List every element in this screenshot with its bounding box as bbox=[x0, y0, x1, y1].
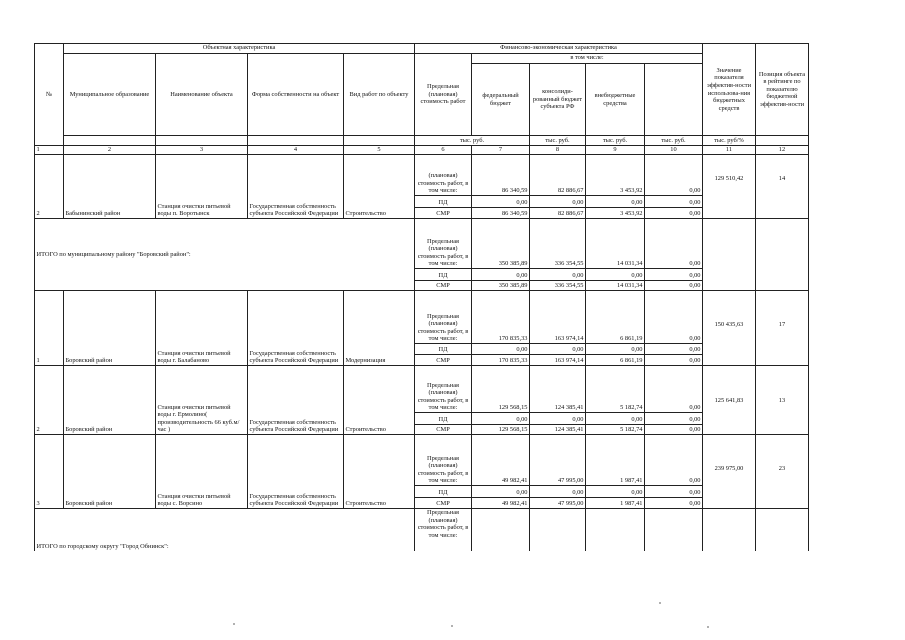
efficiency-cell bbox=[703, 219, 756, 291]
smr-label: СМР bbox=[415, 425, 472, 435]
value-cell: 0,00 bbox=[586, 269, 645, 281]
col-number: 5 bbox=[344, 146, 415, 155]
value-cell: 0,00 bbox=[645, 355, 703, 366]
ownership-cell: Государственная собственность субъекта Российской Федерации bbox=[248, 435, 344, 509]
ownership-cell: Государственная собственность субъекта Российской Федерации bbox=[248, 366, 344, 435]
scan-dot bbox=[659, 602, 661, 604]
col-number: 12 bbox=[756, 146, 809, 155]
work-type-cell: Строительство bbox=[344, 435, 415, 509]
value-cell: 0,00 bbox=[530, 413, 586, 425]
value-cell: 0,00 bbox=[530, 486, 586, 498]
value-cell: 1 987,41 bbox=[586, 435, 645, 486]
value-cell: 14 031,34 bbox=[586, 219, 645, 269]
limit-cost-label: Предельная (плановая) стоимость работ, в том числе: bbox=[415, 435, 472, 486]
col-number: 11 bbox=[703, 146, 756, 155]
federal-header: федеральный бюджет bbox=[472, 64, 530, 136]
col-num-header: № bbox=[35, 44, 64, 146]
value-cell: 49 982,41 bbox=[472, 435, 530, 486]
including-header: в том числе: bbox=[472, 54, 703, 64]
value-cell: 0,00 bbox=[645, 196, 703, 208]
value-cell bbox=[472, 509, 530, 551]
offbudget-header: внебюджетные средства bbox=[586, 64, 645, 136]
value-cell: 5 182,74 bbox=[586, 425, 645, 435]
pd-label: ПД bbox=[415, 344, 472, 355]
table-row bbox=[35, 435, 809, 486]
column-numbers-row bbox=[35, 146, 809, 155]
value-cell: 0,00 bbox=[472, 413, 530, 425]
pd-label: ПД bbox=[415, 486, 472, 498]
smr-label: СМР bbox=[415, 281, 472, 291]
value-cell: 163 974,14 bbox=[530, 291, 586, 344]
limit-cost-label: (плановая) стоимость работ, в том числе: bbox=[415, 155, 472, 196]
value-cell: 0,00 bbox=[586, 344, 645, 355]
value-cell: 0,00 bbox=[645, 269, 703, 281]
scan-dot bbox=[707, 626, 709, 628]
object-name-cell: Станция очистки питьевой воды г. Ермолино( производительность 66 куб.м/час ) bbox=[156, 366, 248, 435]
value-cell: 82 886,67 bbox=[530, 208, 586, 219]
value-cell: 0,00 bbox=[645, 498, 703, 509]
value-cell: 86 340,59 bbox=[472, 155, 530, 196]
value-cell: 0,00 bbox=[645, 208, 703, 219]
value-cell: 3 453,92 bbox=[586, 208, 645, 219]
document-page bbox=[34, 43, 809, 551]
value-cell: 0,00 bbox=[586, 413, 645, 425]
value-cell: 0,00 bbox=[645, 344, 703, 355]
row-number: 2 bbox=[35, 155, 64, 219]
col-number: 10 bbox=[645, 146, 703, 155]
work-type-cell: Строительство bbox=[344, 366, 415, 435]
unit-offbudget: тыс. руб. bbox=[645, 136, 703, 146]
ownership-header: Форма собственности на объект bbox=[248, 54, 344, 136]
value-cell: 0,00 bbox=[472, 486, 530, 498]
value-cell: 0,00 bbox=[645, 486, 703, 498]
value-cell: 129 568,15 bbox=[472, 366, 530, 413]
unit-efficiency: тыс. руб/% bbox=[703, 136, 756, 146]
value-cell: 0,00 bbox=[645, 281, 703, 291]
value-cell: 47 995,00 bbox=[530, 435, 586, 486]
object-name-cell: Станция очистки питьевой воды г. Балабаново bbox=[156, 291, 248, 366]
object-characteristic-header: Объектная характеристика bbox=[64, 44, 415, 54]
municipality-cell: Бабынинский район bbox=[64, 155, 156, 219]
unit-ownership bbox=[248, 136, 344, 146]
value-cell: 6 861,19 bbox=[586, 291, 645, 344]
efficiency-header: Значение показателя эффектив-ности использова-ния бюджетных средств bbox=[703, 44, 756, 136]
scan-dot bbox=[233, 623, 235, 625]
object-name-cell: Станция очистки питьевой воды п. Воротынск bbox=[156, 155, 248, 219]
value-cell: 3 453,92 bbox=[586, 155, 645, 196]
pd-label: ПД bbox=[415, 196, 472, 208]
smr-label: СМР bbox=[415, 355, 472, 366]
smr-label: СМР bbox=[415, 498, 472, 509]
value-cell: 129 568,15 bbox=[472, 425, 530, 435]
value-cell bbox=[530, 509, 586, 551]
row-number: 1 bbox=[35, 291, 64, 366]
value-cell: 82 886,67 bbox=[530, 155, 586, 196]
col-number: 9 bbox=[586, 146, 645, 155]
financial-table bbox=[34, 43, 809, 551]
col-number: 3 bbox=[156, 146, 248, 155]
object-name-cell: Станция очистки питьевой воды с. Ворсино bbox=[156, 435, 248, 509]
rating-header: Позиция объекта в рейтинге по показателю бюджетной эффектив-ности bbox=[756, 44, 809, 136]
total-obninsk-label: ИТОГО по городскому округу "Город Обнинск": bbox=[35, 509, 415, 551]
rating-cell bbox=[756, 509, 809, 551]
value-cell: 0,00 bbox=[472, 269, 530, 281]
row-number: 2 bbox=[35, 366, 64, 435]
table-row bbox=[35, 291, 809, 344]
limit-cost-label: Предельная (плановая) стоимость работ, в том числе: bbox=[415, 366, 472, 413]
municipality-header: Муниципальное образование bbox=[64, 54, 156, 136]
value-cell: 0,00 bbox=[645, 291, 703, 344]
value-cell: 350 385,89 bbox=[472, 281, 530, 291]
efficiency-cell: 129 510,42 bbox=[703, 155, 756, 219]
value-cell: 0,00 bbox=[586, 486, 645, 498]
work-type-cell: Строительство bbox=[344, 155, 415, 219]
unit-rating bbox=[756, 136, 809, 146]
value-cell: 6 861,19 bbox=[586, 355, 645, 366]
value-cell: 170 835,33 bbox=[472, 355, 530, 366]
consolidated-header: консолиди-рованный бюджет субъекта РФ bbox=[530, 64, 586, 136]
table-row bbox=[35, 155, 809, 196]
rating-cell: 14 bbox=[756, 155, 809, 219]
municipality-cell: Боровский район bbox=[64, 291, 156, 366]
value-cell: 124 385,41 bbox=[530, 366, 586, 413]
row-number: 3 bbox=[35, 435, 64, 509]
value-cell: 0,00 bbox=[645, 435, 703, 486]
unit-consolidated: тыс. руб. bbox=[586, 136, 645, 146]
value-cell: 0,00 bbox=[645, 155, 703, 196]
pd-label: ПД bbox=[415, 269, 472, 281]
value-cell: 1 987,41 bbox=[586, 498, 645, 509]
value-cell: 124 385,41 bbox=[530, 425, 586, 435]
unit-cost: тыс. руб. bbox=[415, 136, 530, 146]
value-cell: 0,00 bbox=[472, 344, 530, 355]
municipality-cell: Боровский район bbox=[64, 435, 156, 509]
table-row bbox=[35, 366, 809, 413]
col-number: 2 bbox=[64, 146, 156, 155]
value-cell: 0,00 bbox=[472, 196, 530, 208]
value-cell: 0,00 bbox=[530, 196, 586, 208]
limit-cost-header: Предельная (плановая) стоимость работ bbox=[415, 54, 472, 136]
smr-label: СМР bbox=[415, 208, 472, 219]
rating-cell: 17 bbox=[756, 291, 809, 366]
ownership-cell: Государственная собственность субъекта Российской Федерации bbox=[248, 155, 344, 219]
financial-characteristic-header: Финансово-экономическая характеристика bbox=[415, 44, 703, 54]
value-cell bbox=[586, 509, 645, 551]
col-number: 6 bbox=[415, 146, 472, 155]
efficiency-cell: 125 641,83 bbox=[703, 366, 756, 435]
col-number: 4 bbox=[248, 146, 344, 155]
total-row bbox=[35, 509, 809, 551]
value-cell: 0,00 bbox=[530, 269, 586, 281]
col-number: 7 bbox=[472, 146, 530, 155]
value-cell: 0,00 bbox=[530, 344, 586, 355]
unit-name bbox=[156, 136, 248, 146]
limit-cost-label: Предельная (плановая) стоимость работ, в том числе: bbox=[415, 509, 472, 551]
work-type-cell: Модернизация bbox=[344, 291, 415, 366]
value-cell: 0,00 bbox=[645, 425, 703, 435]
value-cell: 5 182,74 bbox=[586, 366, 645, 413]
unit-federal: тыс. руб. bbox=[530, 136, 586, 146]
rating-cell: 23 bbox=[756, 435, 809, 509]
value-cell: 14 031,34 bbox=[586, 281, 645, 291]
total-row bbox=[35, 219, 809, 269]
value-cell: 170 835,33 bbox=[472, 291, 530, 344]
value-cell: 163 974,14 bbox=[530, 355, 586, 366]
scan-dot bbox=[451, 625, 453, 627]
object-name-header: Наименование объекта bbox=[156, 54, 248, 136]
limit-cost-label: Предельная (плановая) стоимость работ, в том числе: bbox=[415, 219, 472, 269]
limit-cost-label: Предельная (плановая) стоимость работ, в том числе: bbox=[415, 291, 472, 344]
efficiency-cell bbox=[703, 509, 756, 551]
unit-work bbox=[344, 136, 415, 146]
value-cell: 86 340,59 bbox=[472, 208, 530, 219]
value-cell bbox=[645, 509, 703, 551]
unit-municipality bbox=[64, 136, 156, 146]
value-cell: 350 385,89 bbox=[472, 219, 530, 269]
value-cell: 0,00 bbox=[645, 413, 703, 425]
value-cell: 336 354,55 bbox=[530, 219, 586, 269]
efficiency-cell: 239 975,00 bbox=[703, 435, 756, 509]
pd-label: ПД bbox=[415, 413, 472, 425]
rating-cell: 13 bbox=[756, 366, 809, 435]
value-cell: 336 354,55 bbox=[530, 281, 586, 291]
total-borovsk-label: ИТОГО по муниципальному району "Боровский район": bbox=[35, 219, 415, 291]
value-cell: 47 995,00 bbox=[530, 498, 586, 509]
ownership-cell: Государственная собственность субъекта Российской Федерации bbox=[248, 291, 344, 366]
efficiency-cell: 150 435,63 bbox=[703, 291, 756, 366]
municipality-cell: Боровский район bbox=[64, 366, 156, 435]
col-number: 1 bbox=[35, 146, 64, 155]
work-type-header: Вид работ по объекту bbox=[344, 54, 415, 136]
value-cell: 0,00 bbox=[645, 366, 703, 413]
value-cell: 49 982,41 bbox=[472, 498, 530, 509]
col-number: 8 bbox=[530, 146, 586, 155]
value-cell: 0,00 bbox=[645, 219, 703, 269]
rating-cell bbox=[756, 219, 809, 291]
value-cell: 0,00 bbox=[586, 196, 645, 208]
